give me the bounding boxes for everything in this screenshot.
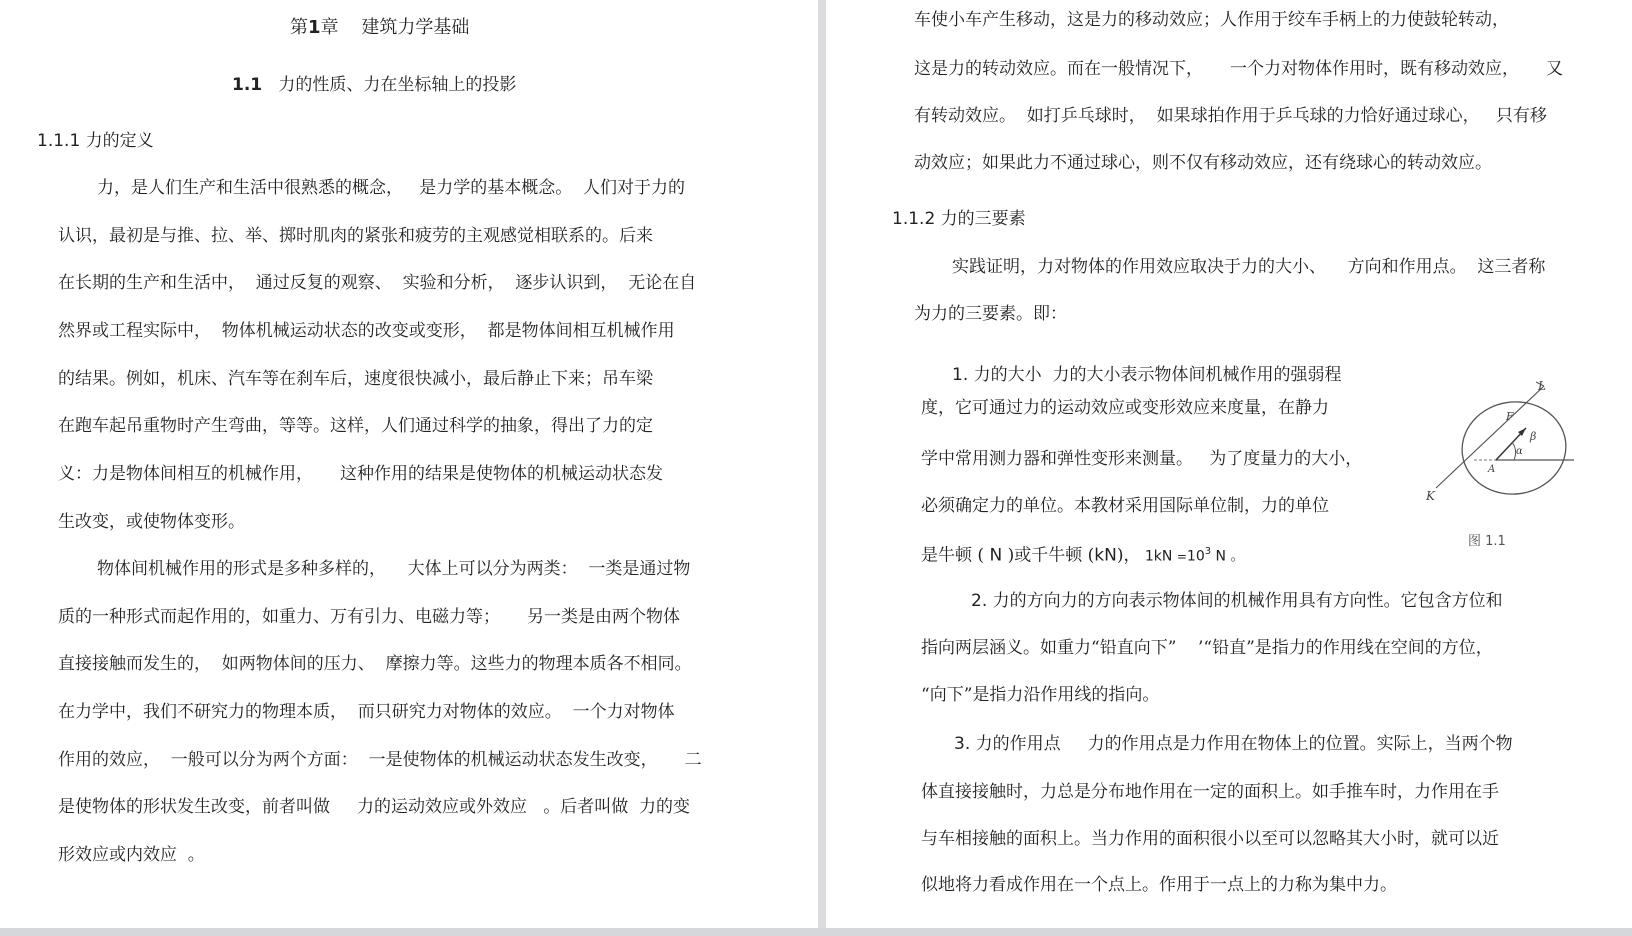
label-l: L (1538, 380, 1546, 393)
force-diagram-figure (1426, 380, 1606, 550)
label-f: F (1506, 410, 1514, 423)
list-item-line: 3. 力的作用点 力的作用点是力作用在物体上的位置。实际上，当两个物 (954, 734, 1513, 754)
paragraph-line: 动效应；如果此力不通过球心，则不仅有移动效应，还有绕球心的转动效应。 (914, 153, 1492, 173)
paragraph-line: 认识，最初是与推、拉、举、掷时肌肉的紧张和疲劳的主观感觉相联系的。后来 (58, 226, 653, 246)
paragraph-line: 实践证明，力对物体的作用效应取决于力的大小、 方向和作用点。 这三者称 (952, 257, 1546, 277)
document-page-left (0, 0, 818, 928)
label-beta: β (1530, 430, 1537, 443)
list-item-line: 必须确定力的单位。本教材采用国际单位制，力的单位 (921, 496, 1329, 516)
paragraph-line: 生改变，或使物体变形。 (58, 512, 245, 532)
label-a: A (1488, 464, 1496, 475)
paragraph-line: 是使物体的形状发生改变，前者叫做 力的运动效应或外效应 。后者叫做 力的变 (58, 797, 691, 817)
paragraph-line: 有转动效应。 如打乒乓球时， 如果球拍作用于乒乓球的力恰好通过球心， 只有移 (914, 106, 1547, 126)
horizontal-scrollbar[interactable] (0, 928, 1632, 936)
list-item-line: 指向两层涵义。如重力“铅直向下” ’“铅直”是指力的作用线在空间的方位， (921, 638, 1493, 658)
subsection-heading: 1.1.1 力的定义 (37, 131, 154, 151)
paragraph-line: 车使小车产生移动，这是力的移动效应；人作用于绞车手柄上的力使鼓轮转动， (914, 10, 1509, 30)
paragraph-line: 然界或工程实际中， 物体机械运动状态的改变或变形， 都是物体间相互机械作用 (58, 321, 675, 341)
figure-caption: 图 1.1 (1468, 534, 1506, 549)
paragraph-line: 质的一种形式而起作用的，如重力、万有引力、电磁力等； 另一类是由两个物体 (58, 607, 681, 627)
chapter-title: 第1章 建筑力学基础 (290, 17, 470, 38)
paragraph-line: 形效应或内效应 。 (58, 845, 205, 865)
document-page-right (826, 0, 1632, 928)
paragraph-line: 为力的三要素。即： (914, 304, 1067, 324)
list-item-line: 似地将力看成作用在一个点上。作用于一点上的力称为集中力。 (921, 875, 1397, 895)
list-item-line: “向下”是指力沿作用线的指向。 (921, 685, 1160, 705)
paragraph-line: 直接接触而发生的， 如两物体间的压力、 摩擦力等。这些力的物理本质各不相同。 (58, 654, 692, 674)
paragraph-line: 力，是人们生产和生活中很熟悉的概念， 是力学的基本概念。 人们对于力的 (97, 178, 686, 198)
list-item-line: 体直接接触时，力总是分布地作用在一定的面积上。如手推车时，力作用在手 (921, 782, 1499, 802)
paragraph-line: 义：力是物体间相互的机械作用， 这种作用的结果是使物体的机械运动状态发 (58, 464, 664, 484)
list-item-line: 2. 力的方向力的方向表示物体间的机械作用具有方向性。它包含方位和 (971, 591, 1503, 611)
list-item-line: 度，它可通过力的运动效应或变形效应来度量，在静力 (921, 398, 1329, 418)
unit-definition-line: 是牛顿 ( N )或千牛顿 (kN)， $1kN =10^3$ N 。 (921, 545, 1245, 566)
label-k: K (1426, 489, 1435, 503)
paragraph-line: 在力学中，我们不研究力的物理本质， 而只研究力对物体的效应。 一个力对物体 (58, 702, 675, 722)
paragraph-line: 的结果。例如，机床、汽车等在刹车后，速度很快减小，最后静止下来；吊车梁 (58, 369, 653, 389)
paragraph-line: 这是力的转动效应。而在一般情况下， 一个力对物体作用时，既有移动效应， 又 (914, 59, 1564, 79)
paragraph-line: 在长期的生产和生活中， 通过反复的观察、 实验和分析， 逐步认识到， 无论在自 (58, 273, 697, 293)
list-item-line: 与车相接触的面积上。当力作用的面积很小以至可以忽略其大小时，就可以近 (921, 829, 1499, 849)
paragraph-line: 物体间机械作用的形式是多种多样的， 大体上可以分为两类： 一类是通过物 (97, 559, 691, 579)
paragraph-line: 作用的效应， 一般可以分为两个方面： 一是使物体的机械运动状态发生改变， 二 (58, 750, 702, 770)
list-item-line: 1. 力的大小 力的大小表示物体间机械作用的强弱程 (952, 365, 1342, 385)
label-alpha: α (1516, 446, 1523, 457)
page-gutter (818, 0, 826, 936)
paragraph-line: 在跑车起吊重物时产生弯曲，等等。这样，人们通过科学的抽象，得出了力的定 (58, 416, 653, 436)
list-item-line: 学中常用测力器和弹性变形来测量。 为了度量力的大小， (921, 449, 1363, 469)
subsection-heading: 1.1.2 力的三要素 (892, 209, 1026, 229)
section-title: 1.1 力的性质、力在坐标轴上的投影 (232, 75, 517, 95)
